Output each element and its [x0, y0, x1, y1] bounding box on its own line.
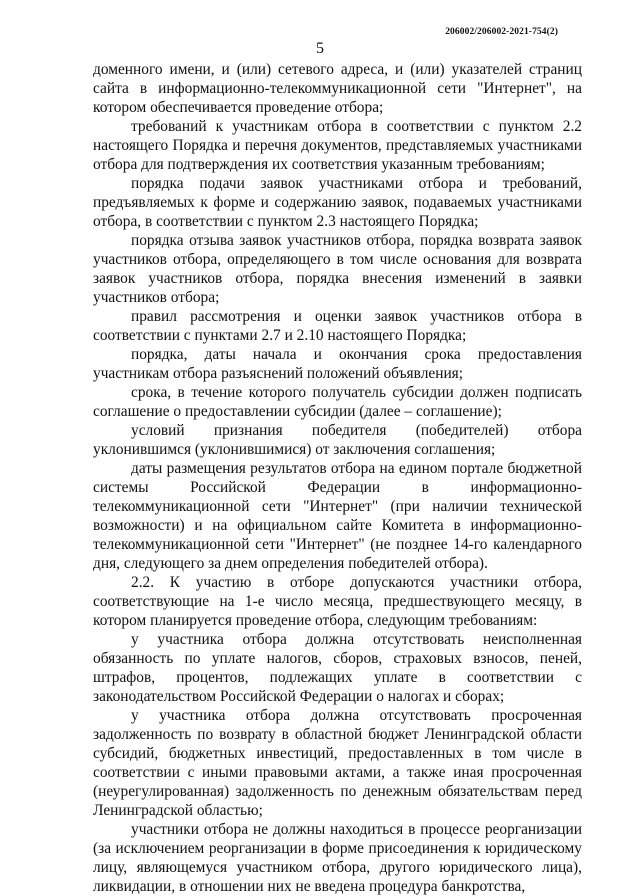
- paragraph-signing-period: срока, в течение которого получатель субсидии должен подписать соглашение о предоставлении субсидии (далее – соглашение);: [93, 384, 582, 420]
- paragraph-clarification-dates: порядка, даты начала и окончания срока предоставления участникам отбора разъяснений положений объявления;: [93, 346, 582, 382]
- paragraph-results-publication: даты размещения результатов отбора на едином портале бюджетной системы Российской Федерации в информационно-телекоммуникационной сети "Интернет" (при наличии технической возможности) и на официальном сайте Комитета в информационно-телекоммуникационной сети "Интернет" (не позднее 14-го календарного дня, следующего за днем определения победителей отбора).: [93, 460, 582, 572]
- page-number: 5: [316, 40, 324, 57]
- paragraph-review-rules: правил рассмотрения и оценки заявок участников отбора в соответствии с пунктами 2.7 и 2.10 настоящего Порядка;: [93, 308, 582, 344]
- paragraph-domain-name: доменного имени, и (или) сетевого адреса, и (или) указателей страниц сайта в информационно-телекоммуникационной сети "Интернет", на котором обеспечивается проведение отбора;: [93, 61, 582, 116]
- paragraph-reorganization: участники отбора не должны находиться в процессе реорганизации (за исключением реорганизации в форме присоединения к юридическому лицу, являющемуся участником отбора, другого юридического лица), ликвидации, в отношении них не введена процедура банкротства,: [93, 821, 582, 895]
- paragraph-participant-requirements: требований к участникам отбора в соответствии с пунктом 2.2 настоящего Порядка и перечня документов, представляемых участниками отбора для подтверждения их соответствия указанным требованиям;: [93, 118, 582, 173]
- paragraph-overdue-debt: у участника отбора должна отсутствовать просроченная задолженность по возврату в областной бюджет Ленинградской области субсидий, бюджетных инвестиций, предоставленных в том числе в соответствии с иными правовыми актами, а также иная просроченная (неурегулированная) задолженность по денежным обязательствам перед Ленинградской областью;: [93, 707, 582, 819]
- paragraph-tax-obligations: у участника отбора должна отсутствовать неисполненная обязанность по уплате налогов, сборов, страховых взносов, пеней, штрафов, процентов, подлежащих уплате в соответствии с законодательством Российской Федерации о налогах и сборах;: [93, 631, 582, 705]
- document-id: 206002/206002-2021-754(2): [445, 27, 558, 37]
- paragraph-application-procedure: порядка подачи заявок участниками отбора и требований, предъявляемых к форме и содержанию заявок, подаваемых участниками отбора, в соответствии с пунктом 2.3 настоящего Порядка;: [93, 175, 582, 230]
- document-body: [93, 60, 582, 896]
- paragraph-evasion-conditions: условий признания победителя (победителей) отбора уклонившимся (уклонившимися) от заключения соглашения;: [93, 422, 582, 458]
- paragraph-withdrawal-procedure: порядка отзыва заявок участников отбора, порядка возврата заявок участников отбора, определяющего в том числе основания для возврата заявок участников отбора, порядка внесения изменений в заявки участников отбора;: [93, 232, 582, 306]
- paragraph-section-2-2: 2.2. К участию в отборе допускаются участники отбора, соответствующие на 1-е число месяца, предшествующего месяцу, в котором планируется проведение отбора, следующим требованиям:: [93, 574, 582, 629]
